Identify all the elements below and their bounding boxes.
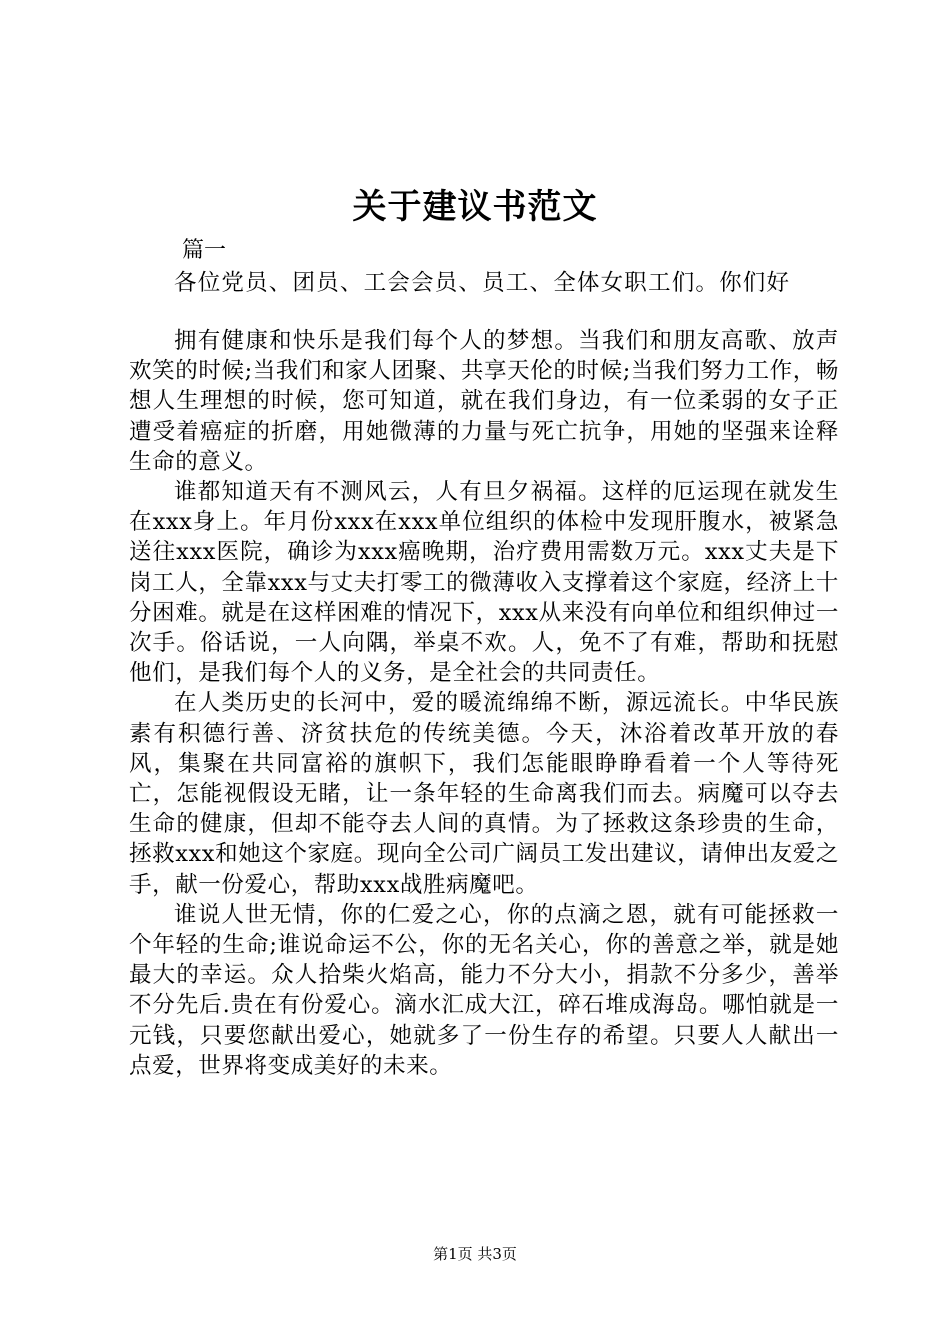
section-label: 篇一	[182, 238, 227, 263]
salutation: 各位党员、团员、工会会员、员工、全体女职工们。你们好	[174, 270, 791, 296]
paragraph: 在人类历史的长河中，爱的暖流绵绵不断，源远流长。中华民族素有积德行善、济贫扶危的传统美德。今天，沐浴着改革开放的春风，集聚在共同富裕的旗帜下，我们怎能眼睁睁看着一个人等待死亡，怎能视假设无睹，让一条年轻的生命离我们而去。病魔可以夺去生命的健康，但却不能夺去人间的真情。为了拯救这条珍贵的生命，拯救xxx和她这个家庭。现向全公司广阔员工发出建议，请伸出友爱之手，献一份爱心，帮助xxx战胜病魔吧。	[129, 690, 839, 898]
paragraph: 谁都知道天有不测风云，人有旦夕祸福。这样的厄运现在就发生在xxx身上。年月份xxx在xxx单位组织的体检中发现肝腹水，被紧急送往xxx医院，确诊为xxx癌晚期，治疗费用需数万元。xxx丈夫是下岗工人，全靠xxx与丈夫打零工的微薄收入支撑着这个家庭，经济上十分困难。就是在这样困难的情况下，xxx从来没有向单位和组织伸过一次手。俗话说，一人向隅，举桌不欢。人，免不了有难，帮助和抚慰他们，是我们每个人的义务，是全社会的共同责任。	[129, 479, 839, 687]
paragraph: 谁说人世无情，你的仁爱之心，你的点滴之恩，就有可能拯救一个年轻的生命;谁说命运不公，你的无名关心，你的善意之举，就是她最大的幸运。众人拾柴火焰高，能力不分大小，捐款不分多少，善举不分先后.贵在有份爱心。滴水汇成大江，碎石堆成海岛。哪怕就是一元钱，只要您献出爱心，她就多了一份生存的希望。只要人人献出一点爱，世界将变成美好的未来。	[129, 901, 839, 1079]
document-title: 关于建议书范文	[352, 187, 598, 227]
paragraph: 拥有健康和快乐是我们每个人的梦想。当我们和朋友高歌、放声欢笑的时候;当我们和家人团聚、共享天伦的时候;当我们努力工作，畅想人生理想的时候，您可知道，就在我们身边，有一位柔弱的女子正遭受着癌症的折磨，用她微薄的力量与死亡抗争，用她的坚强来诠释生命的意义。	[129, 328, 839, 475]
body-paragraphs	[129, 326, 839, 1081]
page-footer: 第1页 共3页	[433, 1245, 517, 1263]
